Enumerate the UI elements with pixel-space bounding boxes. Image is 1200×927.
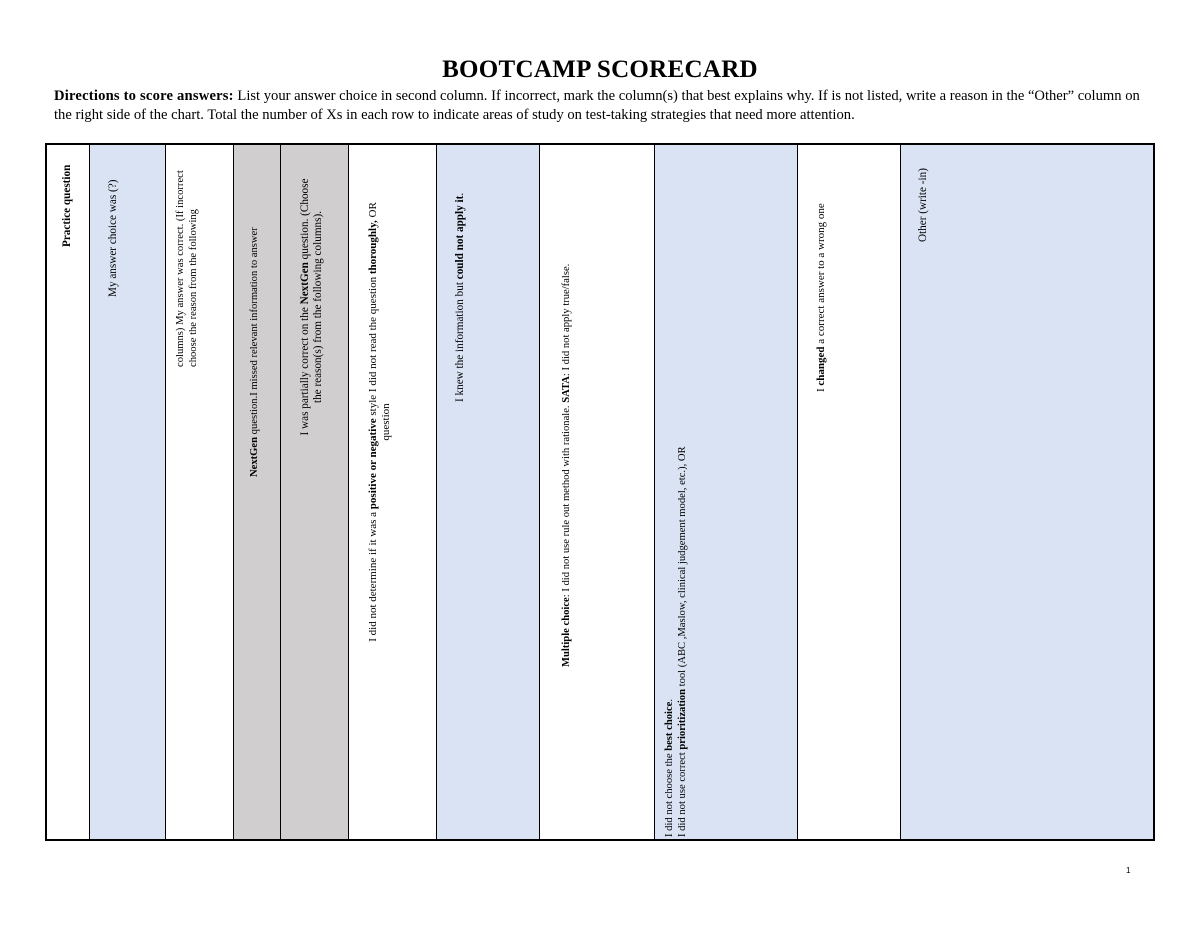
header-text-run: choose the reason from the following (188, 209, 199, 367)
header-text-run: NextGen (249, 436, 260, 477)
header-line (560, 147, 573, 667)
directions-text: List your answer choice in second column. If incorrect, mark the column(s) that best explains why. If is not listed, write a reason in the “Other” column on the right side of the chart. Total the number of Xs in each row to indicate areas of study on test-taking strategies that need more attention. (54, 88, 1140, 123)
header-text-run: columns) My answer was correct. (If incorrect (175, 170, 186, 367)
col-practice-question (47, 145, 90, 839)
header-text-run: NextGen (299, 262, 311, 305)
header-text-run: SATA (561, 376, 572, 403)
header-text-run: I (815, 385, 827, 392)
col-changed-answer[interactable] (798, 145, 901, 839)
column-header-text (815, 147, 828, 392)
column-header-text (663, 147, 689, 837)
header-line (380, 147, 393, 697)
column-header-text (454, 147, 467, 402)
col-positive-negative[interactable] (349, 145, 437, 839)
column-header-text (560, 147, 573, 667)
directions-paragraph (54, 87, 1154, 125)
header-line (917, 147, 930, 242)
header-text-run: the reason(s) from the following columns). (312, 211, 324, 404)
column-header-text (107, 147, 120, 297)
header-text-run: question.I missed relevant information to answer (249, 227, 260, 437)
header-text-run: prioritization (677, 689, 688, 750)
header-text-run: changed (815, 346, 827, 386)
header-text-run: OR (367, 202, 379, 221)
scorecard-table (45, 143, 1155, 841)
header-text-run: My answer choice was (?) (107, 179, 119, 297)
column-header-text (248, 147, 261, 477)
header-text-run: best choice (664, 701, 675, 751)
col-answer-correct[interactable] (166, 145, 234, 839)
page-title: BOOTCAMP SCORECARD (442, 56, 758, 83)
col-best-choice-prioritization[interactable] (655, 145, 798, 839)
header-text-run: Other (write -in) (917, 168, 929, 242)
column-header-text (61, 147, 74, 247)
col-multiple-choice-sata[interactable] (540, 145, 655, 839)
header-line (367, 147, 380, 697)
header-text-run: question (380, 403, 392, 441)
header-text-run: a correct answer to a wrong one (815, 203, 827, 347)
header-text-run: Practice question (61, 164, 73, 247)
header-text-run: : I did not use rule out method with rationale. (561, 402, 572, 598)
header-text-run: thoroughly, (367, 220, 379, 275)
header-line (815, 147, 828, 392)
col-nextgen-missed[interactable] (234, 145, 281, 839)
header-text-run: Multiple choice (561, 597, 572, 667)
header-text-run: positive or negative (367, 418, 379, 510)
header-line (663, 147, 676, 837)
header-text-run: style I did not read the question (367, 274, 379, 419)
header-text-run: could not apply it (454, 195, 466, 280)
header-text-run: I was partially correct on the (299, 304, 311, 436)
col-answer-choice[interactable] (90, 145, 166, 839)
header-text-run: : I did not apply true/false. (561, 263, 572, 377)
header-line (676, 147, 689, 837)
header-line (107, 147, 120, 297)
directions-label: Directions to score answers: (54, 88, 234, 104)
col-nextgen-partial[interactable] (281, 145, 349, 839)
header-text-run: question. (Choose (299, 178, 311, 263)
header-line (312, 147, 325, 467)
header-line (61, 147, 74, 247)
header-text-run: I knew the information but (454, 279, 466, 402)
header-line (299, 147, 312, 467)
header-text-run: I did not determine if it was a (367, 509, 379, 642)
header-text-run: . (664, 698, 675, 702)
column-header-text (367, 147, 393, 697)
header-text-run: tool (ABC ,Maslow, clinical judgement model, etc.), OR (677, 446, 688, 690)
header-text-run: I did not use correct (677, 749, 688, 837)
header-line (454, 147, 467, 402)
header-text-run: . (454, 192, 466, 196)
header-line (187, 147, 200, 367)
header-text-run: I did not choose the (664, 750, 675, 837)
page-number: 1 (1126, 866, 1131, 875)
column-header-text (299, 147, 325, 467)
col-could-not-apply[interactable] (437, 145, 540, 839)
column-header-text (917, 147, 930, 242)
col-other-write-in[interactable] (901, 145, 1153, 839)
column-header-text (174, 147, 200, 367)
header-line (174, 147, 187, 367)
header-line (248, 147, 261, 477)
